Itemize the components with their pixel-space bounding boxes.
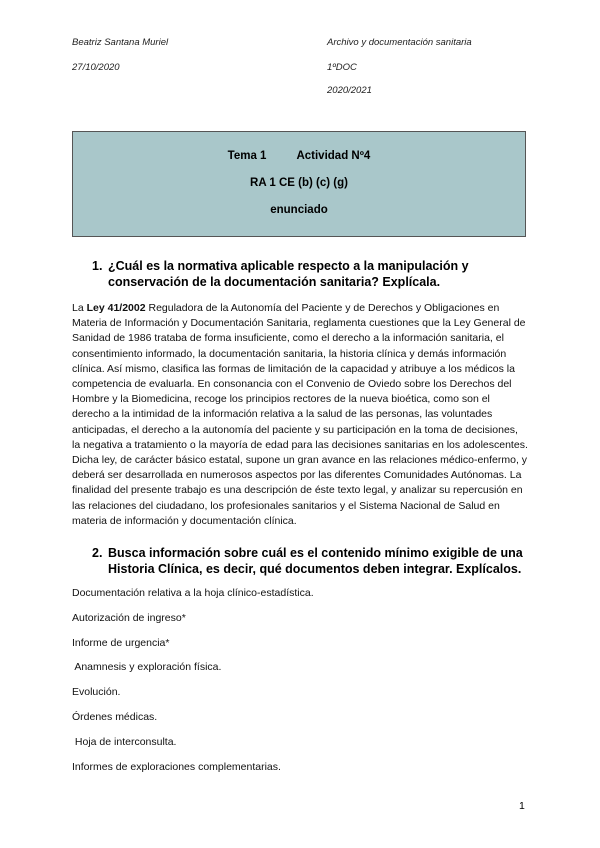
question-2 — [92, 545, 532, 577]
header-author: Beatriz Santana Muriel — [72, 37, 169, 48]
question-1 — [92, 258, 532, 290]
question-2-number: 2. — [92, 546, 103, 560]
header-course: 1ºDOC — [327, 62, 357, 73]
question-2-text: Busca información sobre cuál es el contenido mínimo exigible de una Historia Clínica, es decir, qué documentos deben integrar. Explícalos. — [108, 546, 523, 576]
answer-1-paragraph — [72, 301, 528, 529]
list-item: Hoja de interconsulta. — [72, 736, 177, 748]
list-item: Órdenes médicas. — [72, 711, 158, 723]
title-ra: RA 1 CE (b) (c) (g) — [250, 177, 348, 189]
header-subject: Archivo y documentación sanitaria — [327, 37, 472, 48]
title-label: enunciado — [270, 204, 328, 216]
header-year: 2020/2021 — [327, 85, 372, 96]
list-item: Informe de urgencia* — [72, 637, 170, 649]
title-topic: Tema 1 — [227, 150, 267, 162]
list-item: Autorización de ingreso* — [72, 612, 186, 624]
answer-1-intro: La — [72, 302, 87, 314]
question-1-number: 1. — [92, 259, 103, 273]
answer-1-body: Reguladora de la Autonomía del Paciente y de Derechos y Obligaciones en Materia de Información y Documentación Sanitaria, reglamenta cuestiones que la Ley General de Sanidad de 1986 trataba de forma insuficiente, como el derecho a la información sanitaria, el consentimiento informado, la documentación sanitaria, la historia clínica y demás información clínica. Así mismo, clasifica las formas de limitación de la capacidad y atribuye a los médicos la competencia de evaluarla. En consonancia con el Convenio de Oviedo sobre los Derechos del Hombre y la Biomedicina, recoge los principios rectores de la nueva bioética, como son el derecho a la intimidad de la información relativa a la salud de las personas, las voluntades anticipadas, el derecho a la autonomía del paciente y su participación en la toma de decisiones, la negativa a tratamiento o la mayoría de edad para las decisiones sanitarias en los adolescentes. Dicha ley, de carácter básico estatal, supone un gran avance en las relaciones médico-enfermo, y deberá ser desarrollada en numerosos aspectos por las diferentes Comunidades Autónomas. La finalidad del presente trabajo es una descripción de éste texto legal, y analizar su repercusión en las relaciones del ciudadano, los profesionales sanitarios y el Sistema Nacional de Salud en materia de información y documentación clínica. — [72, 302, 528, 527]
list-item: Documentación relativa a la hoja clínico-estadística. — [72, 587, 314, 599]
page-number: 1 — [519, 800, 525, 812]
list-item: Anamnesis y exploración física. — [72, 661, 222, 673]
title-box — [72, 131, 526, 237]
list-item: Informes de exploraciones complementarias. — [72, 761, 281, 773]
title-activity: Actividad Nº4 — [296, 150, 371, 162]
list-item: Evolución. — [72, 686, 121, 698]
question-1-text: ¿Cuál es la normativa aplicable respecto a la manipulación y conservación de la documentación sanitaria? Explícala. — [108, 259, 469, 289]
header-date: 27/10/2020 — [72, 62, 120, 73]
answer-1-law: Ley 41/2002 — [86, 302, 146, 314]
title-topic-line — [73, 150, 525, 162]
